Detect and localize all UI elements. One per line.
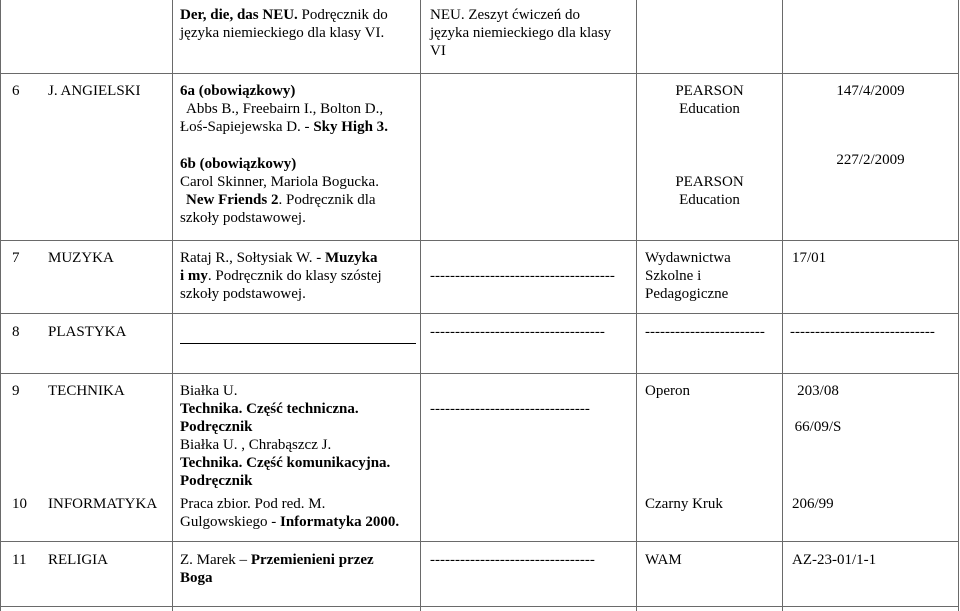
table-border	[0, 313, 959, 314]
authors: Z. Marek –	[180, 552, 248, 568]
subject-name: INFORMATYKA	[48, 496, 158, 512]
subject-name: PLASTYKA	[48, 324, 127, 340]
book-title: Przemienieni przez	[250, 552, 374, 568]
row-number: 10	[12, 496, 27, 512]
empty-dash: -------------------------------------	[430, 268, 615, 284]
book-title: Technika. Część techniczna.	[180, 401, 359, 417]
book-description: szkoły podstawowej.	[180, 286, 306, 302]
approval-number: 147/4/2009	[836, 83, 905, 99]
authors: Abbs B., Freebairn I., Bolton D.,	[186, 101, 384, 117]
approval-number: 203/08	[797, 383, 839, 399]
publisher: Pedagogiczne	[645, 286, 729, 302]
book-title: New Friends 2	[186, 192, 279, 208]
row-number: 7	[12, 250, 20, 266]
empty-dash: -----------------------------	[790, 324, 935, 340]
book-description: szkoły podstawowej.	[180, 210, 306, 226]
textbook-cell	[180, 382, 418, 490]
row-number: 8	[12, 324, 20, 340]
textbook-cell	[180, 495, 418, 531]
subject-name: RELIGIA	[48, 552, 108, 568]
book-title: i my	[180, 268, 208, 284]
book-title: Der, die, das NEU.	[180, 7, 298, 23]
empty-dash: --------------------------------	[430, 401, 590, 417]
row-number: 11	[12, 552, 27, 568]
approval-number: 17/01	[792, 250, 827, 266]
approval-number: 227/2/2009	[836, 152, 905, 168]
textbook-cell	[180, 551, 418, 587]
approval-number: AZ-23-01/1-1	[792, 552, 877, 568]
publisher-cell	[645, 249, 780, 303]
german-textbook-cell	[180, 6, 416, 42]
authors: Białka U.	[180, 383, 238, 399]
book-title: Podręcznik	[180, 419, 253, 435]
authors: Gulgowskiego -	[180, 514, 277, 530]
book-title: Sky High 3	[313, 119, 385, 135]
authors: Rataj R., Sołtysiak W. -	[180, 250, 322, 266]
textbook-cell	[180, 249, 418, 303]
authors: Białka U. , Chrabąszcz J.	[180, 437, 332, 453]
approval-number: 206/99	[792, 496, 834, 512]
table-border	[958, 0, 959, 611]
book-title: Podręcznik	[180, 473, 253, 489]
empty-dash: -----------------------------------	[430, 324, 605, 340]
title-dot: .	[384, 119, 388, 135]
row-number: 9	[12, 383, 20, 399]
publisher: Szkolne i	[645, 268, 702, 284]
authors: Carol Skinner, Mariola Bogucka.	[180, 174, 379, 190]
table-border	[172, 0, 173, 611]
publisher-cell	[637, 82, 782, 118]
empty-dash: ---------------------------------	[430, 552, 595, 568]
table-border	[0, 240, 959, 241]
table-border	[0, 541, 959, 542]
german-workbook-cell	[430, 6, 632, 60]
book-description: języka niemieckiego dla klasy VI.	[180, 25, 385, 41]
approval-number: 66/09/S	[794, 419, 842, 435]
table-border	[0, 73, 959, 74]
book-title: NEU.	[430, 7, 465, 23]
variant-heading: 6a (obowiązkowy)	[180, 83, 296, 99]
book-description: . Podręcznik dla	[278, 192, 376, 208]
empty-dash: ------------------------	[645, 324, 765, 340]
publisher: Wydawnictwa	[645, 250, 731, 266]
table-border	[0, 0, 1, 611]
publisher-cell	[637, 173, 782, 209]
book-title: Boga	[180, 570, 213, 586]
authors: Praca zbior. Pod red. M.	[180, 496, 326, 512]
book-description: języka niemieckiego dla klasy	[430, 25, 612, 41]
table-border	[0, 373, 959, 374]
subject-name: J. ANGIELSKI	[48, 83, 141, 99]
book-description: . Podręcznik do klasy szóstej	[207, 268, 382, 284]
table-border	[0, 606, 959, 607]
variant-heading: 6b (obowiązkowy)	[180, 156, 297, 172]
book-title: Muzyka	[325, 250, 378, 266]
subject-name: TECHNIKA	[48, 383, 125, 399]
publisher: WAM	[645, 552, 682, 568]
book-description: Zeszyt ćwiczeń do	[468, 7, 580, 23]
textbook-6a-cell	[180, 82, 418, 136]
empty-underline	[180, 343, 416, 344]
table-border	[420, 0, 421, 611]
row-number: 6	[12, 83, 20, 99]
publisher: Education	[679, 101, 740, 117]
textbook-6b-cell	[180, 155, 418, 227]
publisher: Operon	[645, 383, 690, 399]
book-title: Technika. Część komunikacyjna.	[180, 455, 391, 471]
publisher: PEARSON	[675, 174, 744, 190]
book-description: VI	[430, 43, 446, 59]
publisher: Czarny Kruk	[645, 496, 723, 512]
book-title: Informatyka 2000.	[280, 514, 400, 530]
publisher: Education	[679, 192, 740, 208]
book-description: Podręcznik do	[301, 7, 388, 23]
subject-name: MUZYKA	[48, 250, 114, 266]
authors: Łoś-Sapiejewska D. -	[180, 119, 310, 135]
publisher: PEARSON	[675, 83, 744, 99]
